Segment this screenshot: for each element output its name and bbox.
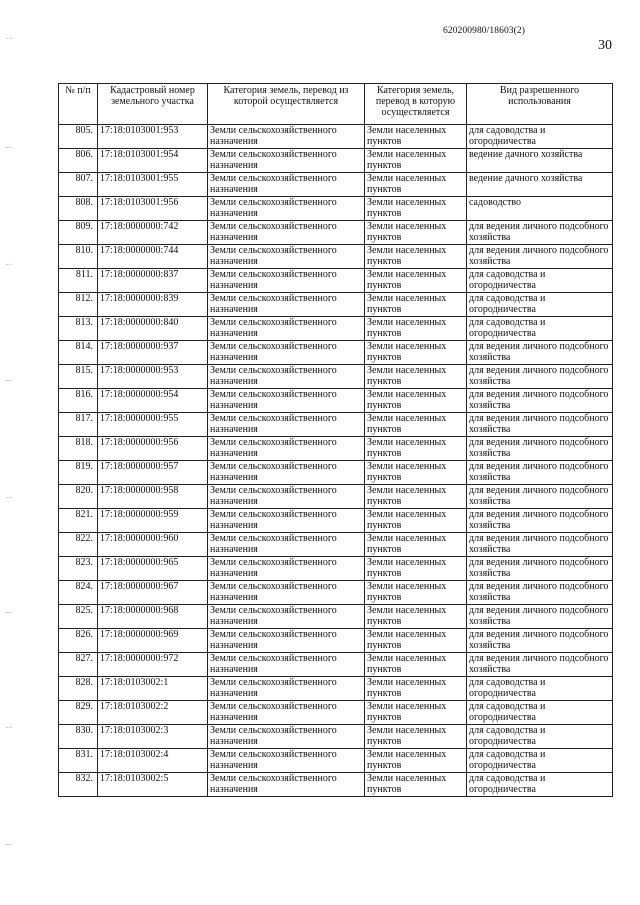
- column-header-permitted-use: Вид разрешенного использования: [467, 84, 613, 125]
- table-row: [59, 749, 613, 773]
- category-from-cell: Земли сельскохозяйственного назначения: [208, 413, 365, 437]
- cadastral-number-cell: 17:18:0103002:1: [98, 677, 208, 701]
- table-row: [59, 485, 613, 509]
- table-row: [59, 221, 613, 245]
- column-header-number: № п/п: [59, 84, 98, 125]
- table-row: [59, 509, 613, 533]
- category-to-cell: Земли населенных пунктов: [365, 509, 467, 533]
- category-from-cell: Земли сельскохозяйственного назначения: [208, 677, 365, 701]
- category-from-cell: Земли сельскохозяйственного назначения: [208, 461, 365, 485]
- row-number-cell: 829.: [59, 701, 98, 725]
- category-to-cell: Земли населенных пунктов: [365, 245, 467, 269]
- category-to-cell: Земли населенных пунктов: [365, 173, 467, 197]
- category-from-cell: Земли сельскохозяйственного назначения: [208, 725, 365, 749]
- category-to-cell: Земли населенных пунктов: [365, 293, 467, 317]
- category-from-cell: Земли сельскохозяйственного назначения: [208, 245, 365, 269]
- table-row: [59, 725, 613, 749]
- category-from-cell: Земли сельскохозяйственного назначения: [208, 581, 365, 605]
- row-number-cell: 827.: [59, 653, 98, 677]
- cadastral-number-cell: 17:18:0000000:957: [98, 461, 208, 485]
- row-number-cell: 831.: [59, 749, 98, 773]
- category-to-cell: Земли населенных пунктов: [365, 605, 467, 629]
- category-to-cell: Земли населенных пунктов: [365, 701, 467, 725]
- permitted-use-cell: для ведения личного подсобного хозяйства: [467, 341, 613, 365]
- cadastral-number-cell: 17:18:0000000:954: [98, 389, 208, 413]
- category-to-cell: Земли населенных пунктов: [365, 389, 467, 413]
- cadastral-number-cell: 17:18:0000000:967: [98, 581, 208, 605]
- permitted-use-cell: для садоводства и огородничества: [467, 725, 613, 749]
- row-number-cell: 828.: [59, 677, 98, 701]
- category-from-cell: Земли сельскохозяйственного назначения: [208, 149, 365, 173]
- permitted-use-cell: для садоводства и огородничества: [467, 701, 613, 725]
- category-from-cell: Земли сельскохозяйственного назначения: [208, 773, 365, 797]
- row-number-cell: 822.: [59, 533, 98, 557]
- row-number-cell: 811.: [59, 269, 98, 293]
- category-to-cell: Земли населенных пунктов: [365, 365, 467, 389]
- cadastral-number-cell: 17:18:0103001:954: [98, 149, 208, 173]
- category-from-cell: Земли сельскохозяйственного назначения: [208, 701, 365, 725]
- permitted-use-cell: для ведения личного подсобного хозяйства: [467, 653, 613, 677]
- cadastral-number-cell: 17:18:0103002:3: [98, 725, 208, 749]
- category-from-cell: Земли сельскохозяйственного назначения: [208, 269, 365, 293]
- document-number: 620200980/18603(2): [443, 26, 526, 36]
- category-to-cell: Земли населенных пунктов: [365, 749, 467, 773]
- category-to-cell: Земли населенных пунктов: [365, 773, 467, 797]
- row-number-cell: 817.: [59, 413, 98, 437]
- cadastral-number-cell: 17:18:0000000:972: [98, 653, 208, 677]
- table-row: [59, 461, 613, 485]
- permitted-use-cell: для ведения личного подсобного хозяйства: [467, 389, 613, 413]
- permitted-use-cell: для садоводства и огородничества: [467, 773, 613, 797]
- cadastral-number-cell: 17:18:0000000:956: [98, 437, 208, 461]
- row-number-cell: 830.: [59, 725, 98, 749]
- land-plots-table: [58, 83, 613, 797]
- row-number-cell: 813.: [59, 317, 98, 341]
- table-row: [59, 557, 613, 581]
- row-number-cell: 806.: [59, 149, 98, 173]
- category-from-cell: Земли сельскохозяйственного назначения: [208, 221, 365, 245]
- cadastral-number-cell: 17:18:0103001:953: [98, 125, 208, 149]
- permitted-use-cell: для ведения личного подсобного хозяйства: [467, 581, 613, 605]
- column-header-category-from: Категория земель, перевод из которой осуществляется: [208, 84, 365, 125]
- scan-margin-mark: -·-: [6, 610, 12, 616]
- row-number-cell: 805.: [59, 125, 98, 149]
- table-row: [59, 581, 613, 605]
- permitted-use-cell: для ведения личного подсобного хозяйства: [467, 485, 613, 509]
- category-from-cell: Земли сельскохозяйственного назначения: [208, 293, 365, 317]
- table-row: [59, 365, 613, 389]
- row-number-cell: 809.: [59, 221, 98, 245]
- category-from-cell: Земли сельскохозяйственного назначения: [208, 605, 365, 629]
- table-row: [59, 245, 613, 269]
- row-number-cell: 824.: [59, 581, 98, 605]
- permitted-use-cell: для ведения личного подсобного хозяйства: [467, 533, 613, 557]
- category-from-cell: Земли сельскохозяйственного назначения: [208, 629, 365, 653]
- cadastral-number-cell: 17:18:0103001:955: [98, 173, 208, 197]
- row-number-cell: 812.: [59, 293, 98, 317]
- permitted-use-cell: для ведения личного подсобного хозяйства: [467, 365, 613, 389]
- permitted-use-cell: для ведения личного подсобного хозяйства: [467, 245, 613, 269]
- row-number-cell: 820.: [59, 485, 98, 509]
- scan-margin-mark: -·-: [6, 725, 12, 731]
- cadastral-number-cell: 17:18:0103002:2: [98, 701, 208, 725]
- row-number-cell: 819.: [59, 461, 98, 485]
- category-to-cell: Земли населенных пунктов: [365, 269, 467, 293]
- cadastral-number-cell: 17:18:0000000:953: [98, 365, 208, 389]
- scan-margin-mark: -·-: [6, 378, 12, 384]
- permitted-use-cell: для ведения личного подсобного хозяйства: [467, 413, 613, 437]
- cadastral-number-cell: 17:18:0000000:968: [98, 605, 208, 629]
- permitted-use-cell: садоводство: [467, 197, 613, 221]
- category-to-cell: Земли населенных пунктов: [365, 653, 467, 677]
- category-from-cell: Земли сельскохозяйственного назначения: [208, 557, 365, 581]
- permitted-use-cell: для садоводства и огородничества: [467, 269, 613, 293]
- category-from-cell: Земли сельскохозяйственного назначения: [208, 173, 365, 197]
- row-number-cell: 821.: [59, 509, 98, 533]
- row-number-cell: 818.: [59, 437, 98, 461]
- row-number-cell: 832.: [59, 773, 98, 797]
- permitted-use-cell: для ведения личного подсобного хозяйства: [467, 437, 613, 461]
- category-from-cell: Земли сельскохозяйственного назначения: [208, 653, 365, 677]
- row-number-cell: 814.: [59, 341, 98, 365]
- permitted-use-cell: для ведения личного подсобного хозяйства: [467, 629, 613, 653]
- table-row: [59, 341, 613, 365]
- permitted-use-cell: для садоводства и огородничества: [467, 749, 613, 773]
- permitted-use-cell: для садоводства и огородничества: [467, 125, 613, 149]
- table-row: [59, 533, 613, 557]
- permitted-use-cell: для ведения личного подсобного хозяйства: [467, 509, 613, 533]
- permitted-use-cell: для садоводства и огородничества: [467, 317, 613, 341]
- row-number-cell: 807.: [59, 173, 98, 197]
- table-row: [59, 677, 613, 701]
- table-row: [59, 173, 613, 197]
- table-row: [59, 149, 613, 173]
- table-row: [59, 413, 613, 437]
- cadastral-number-cell: 17:18:0103002:4: [98, 749, 208, 773]
- table-row: [59, 125, 613, 149]
- category-from-cell: Земли сельскохозяйственного назначения: [208, 365, 365, 389]
- table-row: [59, 773, 613, 797]
- category-from-cell: Земли сельскохозяйственного назначения: [208, 509, 365, 533]
- table-row: [59, 605, 613, 629]
- scan-margin-mark: -·-: [6, 36, 12, 42]
- table-row: [59, 389, 613, 413]
- category-to-cell: Земли населенных пунктов: [365, 221, 467, 245]
- category-to-cell: Земли населенных пунктов: [365, 341, 467, 365]
- row-number-cell: 823.: [59, 557, 98, 581]
- table-row: [59, 293, 613, 317]
- cadastral-number-cell: 17:18:0000000:742: [98, 221, 208, 245]
- scan-margin-mark: -·-: [6, 842, 12, 848]
- category-from-cell: Земли сельскохозяйственного назначения: [208, 197, 365, 221]
- cadastral-number-cell: 17:18:0103002:5: [98, 773, 208, 797]
- permitted-use-cell: для ведения личного подсобного хозяйства: [467, 557, 613, 581]
- table-row: [59, 317, 613, 341]
- category-to-cell: Земли населенных пунктов: [365, 581, 467, 605]
- cadastral-number-cell: 17:18:0000000:744: [98, 245, 208, 269]
- row-number-cell: 810.: [59, 245, 98, 269]
- category-from-cell: Земли сельскохозяйственного назначения: [208, 317, 365, 341]
- cadastral-number-cell: 17:18:0103001:956: [98, 197, 208, 221]
- category-to-cell: Земли населенных пунктов: [365, 557, 467, 581]
- row-number-cell: 826.: [59, 629, 98, 653]
- cadastral-number-cell: 17:18:0000000:839: [98, 293, 208, 317]
- category-to-cell: Земли населенных пунктов: [365, 725, 467, 749]
- cadastral-number-cell: 17:18:0000000:965: [98, 557, 208, 581]
- scan-margin-mark: -·-: [6, 495, 12, 501]
- table-row: [59, 437, 613, 461]
- column-header-cadastral-number: Кадастровый номер земельного участка: [98, 84, 208, 125]
- category-to-cell: Земли населенных пунктов: [365, 533, 467, 557]
- cadastral-number-cell: 17:18:0000000:840: [98, 317, 208, 341]
- cadastral-number-cell: 17:18:0000000:960: [98, 533, 208, 557]
- table-row: [59, 653, 613, 677]
- cadastral-number-cell: 17:18:0000000:959: [98, 509, 208, 533]
- category-from-cell: Земли сельскохозяйственного назначения: [208, 341, 365, 365]
- row-number-cell: 808.: [59, 197, 98, 221]
- permitted-use-cell: ведение дачного хозяйства: [467, 149, 613, 173]
- category-from-cell: Земли сельскохозяйственного назначения: [208, 485, 365, 509]
- category-from-cell: Земли сельскохозяйственного назначения: [208, 749, 365, 773]
- cadastral-number-cell: 17:18:0000000:955: [98, 413, 208, 437]
- row-number-cell: 816.: [59, 389, 98, 413]
- permitted-use-cell: для садоводства и огородничества: [467, 293, 613, 317]
- table-row: [59, 197, 613, 221]
- table-row: [59, 701, 613, 725]
- permitted-use-cell: для ведения личного подсобного хозяйства: [467, 221, 613, 245]
- category-from-cell: Земли сельскохозяйственного назначения: [208, 437, 365, 461]
- row-number-cell: 825.: [59, 605, 98, 629]
- page-number: 30: [598, 38, 612, 53]
- cadastral-number-cell: 17:18:0000000:969: [98, 629, 208, 653]
- category-from-cell: Земли сельскохозяйственного назначения: [208, 533, 365, 557]
- category-to-cell: Земли населенных пунктов: [365, 437, 467, 461]
- category-to-cell: Земли населенных пунктов: [365, 413, 467, 437]
- category-to-cell: Земли населенных пунктов: [365, 125, 467, 149]
- column-header-category-to: Категория земель, перевод в которую осуществляется: [365, 84, 467, 125]
- category-from-cell: Земли сельскохозяйственного назначения: [208, 125, 365, 149]
- scan-margin-mark: -·-: [6, 262, 12, 268]
- table-row: [59, 629, 613, 653]
- permitted-use-cell: ведение дачного хозяйства: [467, 173, 613, 197]
- category-from-cell: Земли сельскохозяйственного назначения: [208, 389, 365, 413]
- permitted-use-cell: для садоводства и огородничества: [467, 677, 613, 701]
- permitted-use-cell: для ведения личного подсобного хозяйства: [467, 605, 613, 629]
- cadastral-number-cell: 17:18:0000000:937: [98, 341, 208, 365]
- category-to-cell: Земли населенных пунктов: [365, 317, 467, 341]
- cadastral-number-cell: 17:18:0000000:958: [98, 485, 208, 509]
- scan-margin-mark: -·-: [6, 145, 12, 151]
- table-body: [59, 125, 613, 797]
- table-header-row: [59, 84, 613, 125]
- permitted-use-cell: для ведения личного подсобного хозяйства: [467, 461, 613, 485]
- row-number-cell: 815.: [59, 365, 98, 389]
- category-to-cell: Земли населенных пунктов: [365, 461, 467, 485]
- table-row: [59, 269, 613, 293]
- cadastral-number-cell: 17:18:0000000:837: [98, 269, 208, 293]
- category-to-cell: Земли населенных пунктов: [365, 149, 467, 173]
- category-to-cell: Земли населенных пунктов: [365, 629, 467, 653]
- category-to-cell: Земли населенных пунктов: [365, 485, 467, 509]
- category-to-cell: Земли населенных пунктов: [365, 677, 467, 701]
- category-to-cell: Земли населенных пунктов: [365, 197, 467, 221]
